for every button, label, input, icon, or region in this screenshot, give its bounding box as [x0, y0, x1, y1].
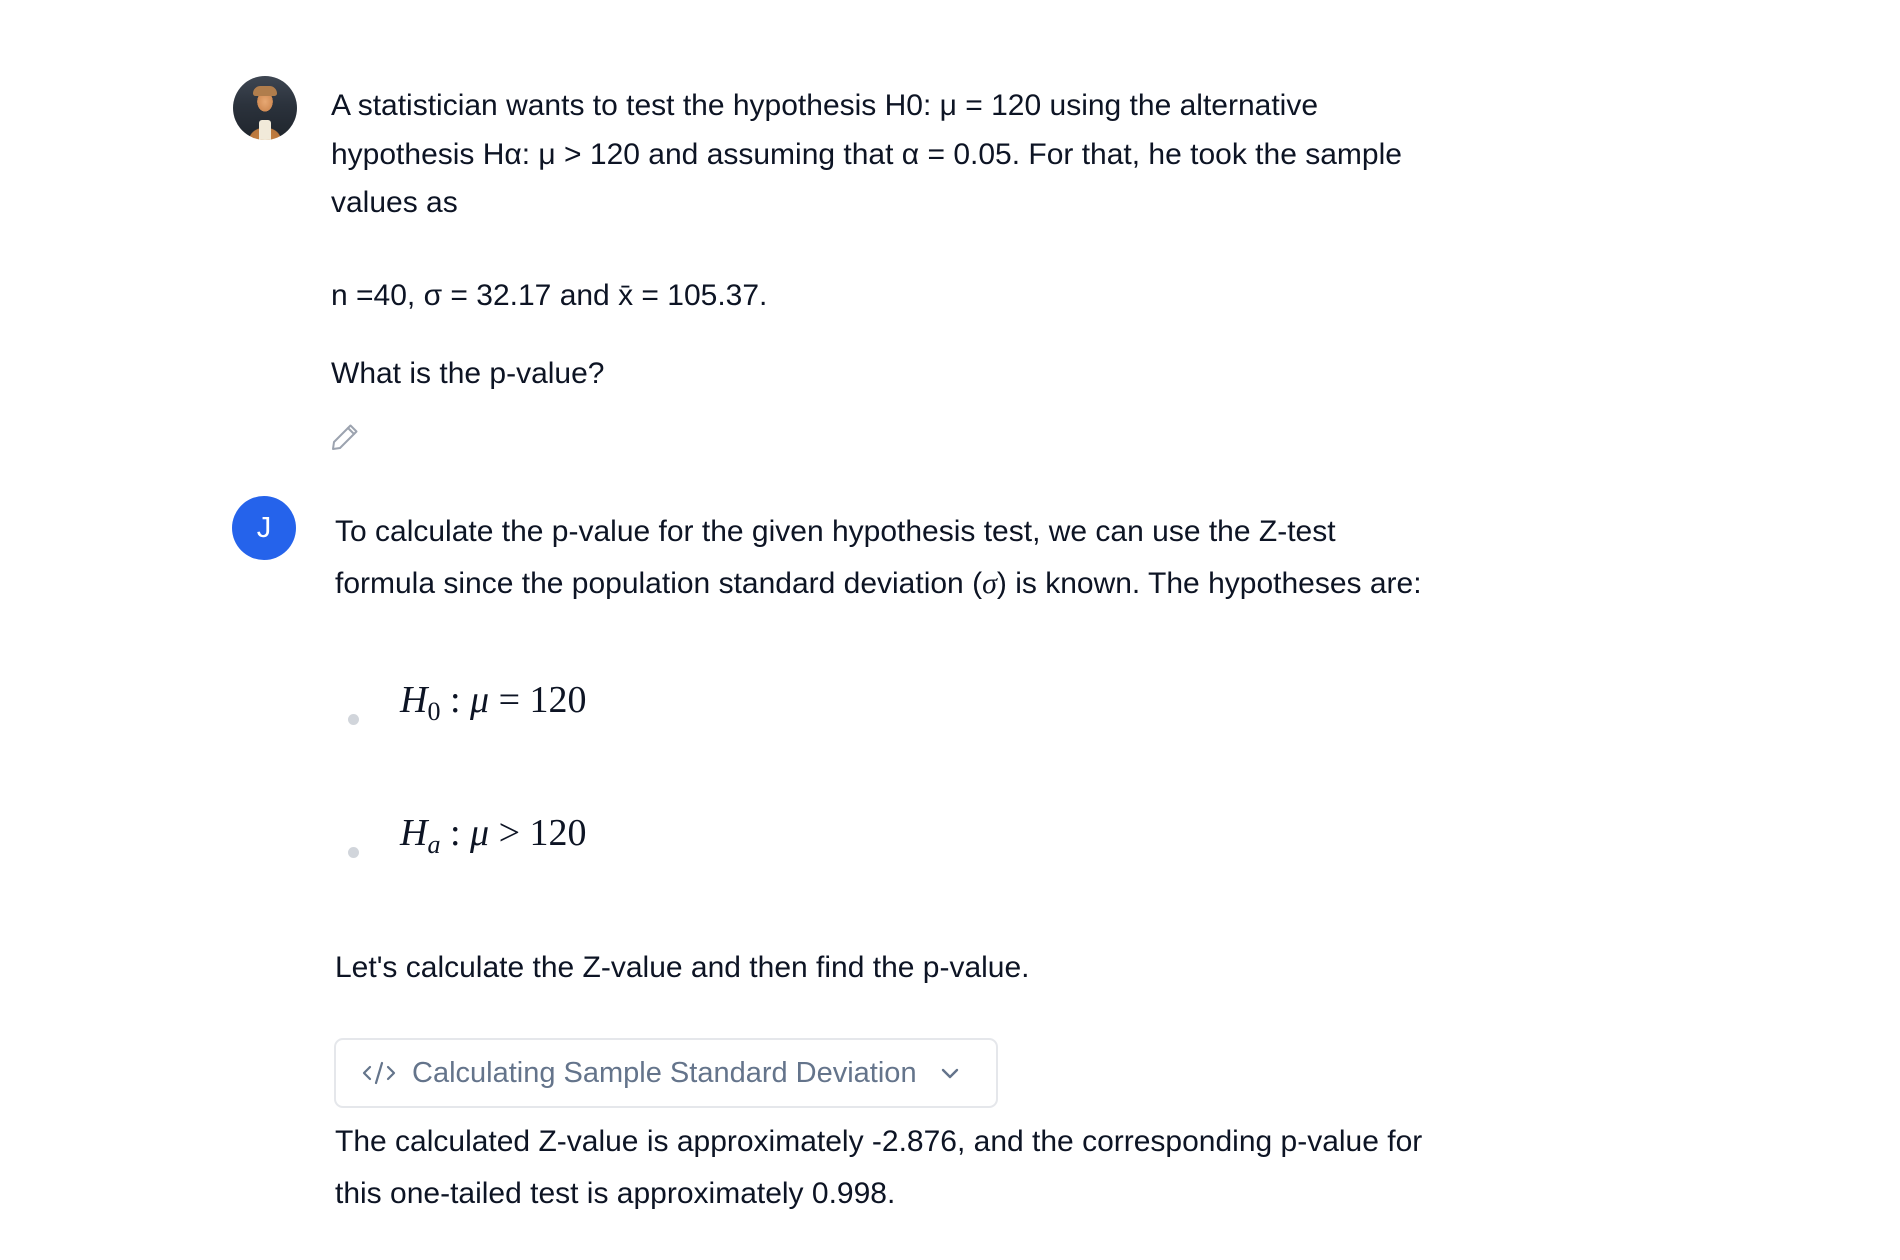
tool-call-label: Calculating Sample Standard Deviation: [412, 1056, 917, 1089]
math-relation: >: [498, 812, 521, 854]
avatar-hair: [253, 86, 277, 96]
code-icon: [362, 1060, 396, 1086]
user-avatar: [233, 76, 297, 140]
intro-line-2: formula since the population standard deviation (σ) is known. The hypotheses are:: [335, 567, 1422, 600]
tool-call-toggle[interactable]: [334, 1038, 998, 1108]
user-line-2: hypothesis Hα: μ > 120 and assuming that α = 0.05. For that, he took the sample: [331, 137, 1402, 171]
user-question: What is the p-value?: [331, 357, 605, 390]
result-text: [335, 1116, 1635, 1220]
assistant-avatar-letter: J: [256, 511, 272, 544]
math-value: 120: [529, 812, 587, 854]
hypothesis-alternative: $H_a$ : μ > 120: [400, 812, 587, 859]
math-symbol: H: [400, 812, 428, 854]
pencil-icon[interactable]: [330, 422, 360, 452]
hypothesis-bullet-alt: [348, 815, 359, 875]
transition-text: Let's calculate the Z-value and then find the p-value.: [335, 951, 1030, 984]
chevron-down-icon[interactable]: [939, 1062, 961, 1084]
math-subscript: a: [427, 830, 441, 859]
result-line-1: The calculated Z-value is approximately -2.876, and the corresponding p-value for: [335, 1125, 1423, 1158]
bullet-dot: [348, 714, 359, 725]
user-line-3: values as: [331, 186, 458, 219]
avatar-shirt: [259, 120, 271, 140]
math-symbol: H: [400, 679, 428, 721]
math-relation: =: [498, 679, 521, 721]
hypothesis-null: $H_0$ : μ = 120: [400, 679, 587, 726]
bullet-dot: [348, 847, 359, 858]
math-value: 120: [529, 679, 587, 721]
assistant-avatar: [232, 496, 296, 560]
user-message-text: [331, 82, 1571, 399]
hypothesis-bullet-null: [348, 682, 359, 742]
result-line-2: this one-tailed test is approximately 0.998.: [335, 1177, 896, 1210]
user-line-1: A statistician wants to test the hypothesis H0: μ = 120 using the alternative: [331, 89, 1319, 122]
assistant-intro: [335, 506, 1635, 610]
math-subscript: 0: [427, 697, 441, 726]
intro-line-1: To calculate the p-value for the given hypothesis test, we can use the Z-test: [335, 515, 1336, 548]
user-sample-values: n =40, σ = 32.17 and x̄ = 105.37.: [331, 278, 768, 312]
